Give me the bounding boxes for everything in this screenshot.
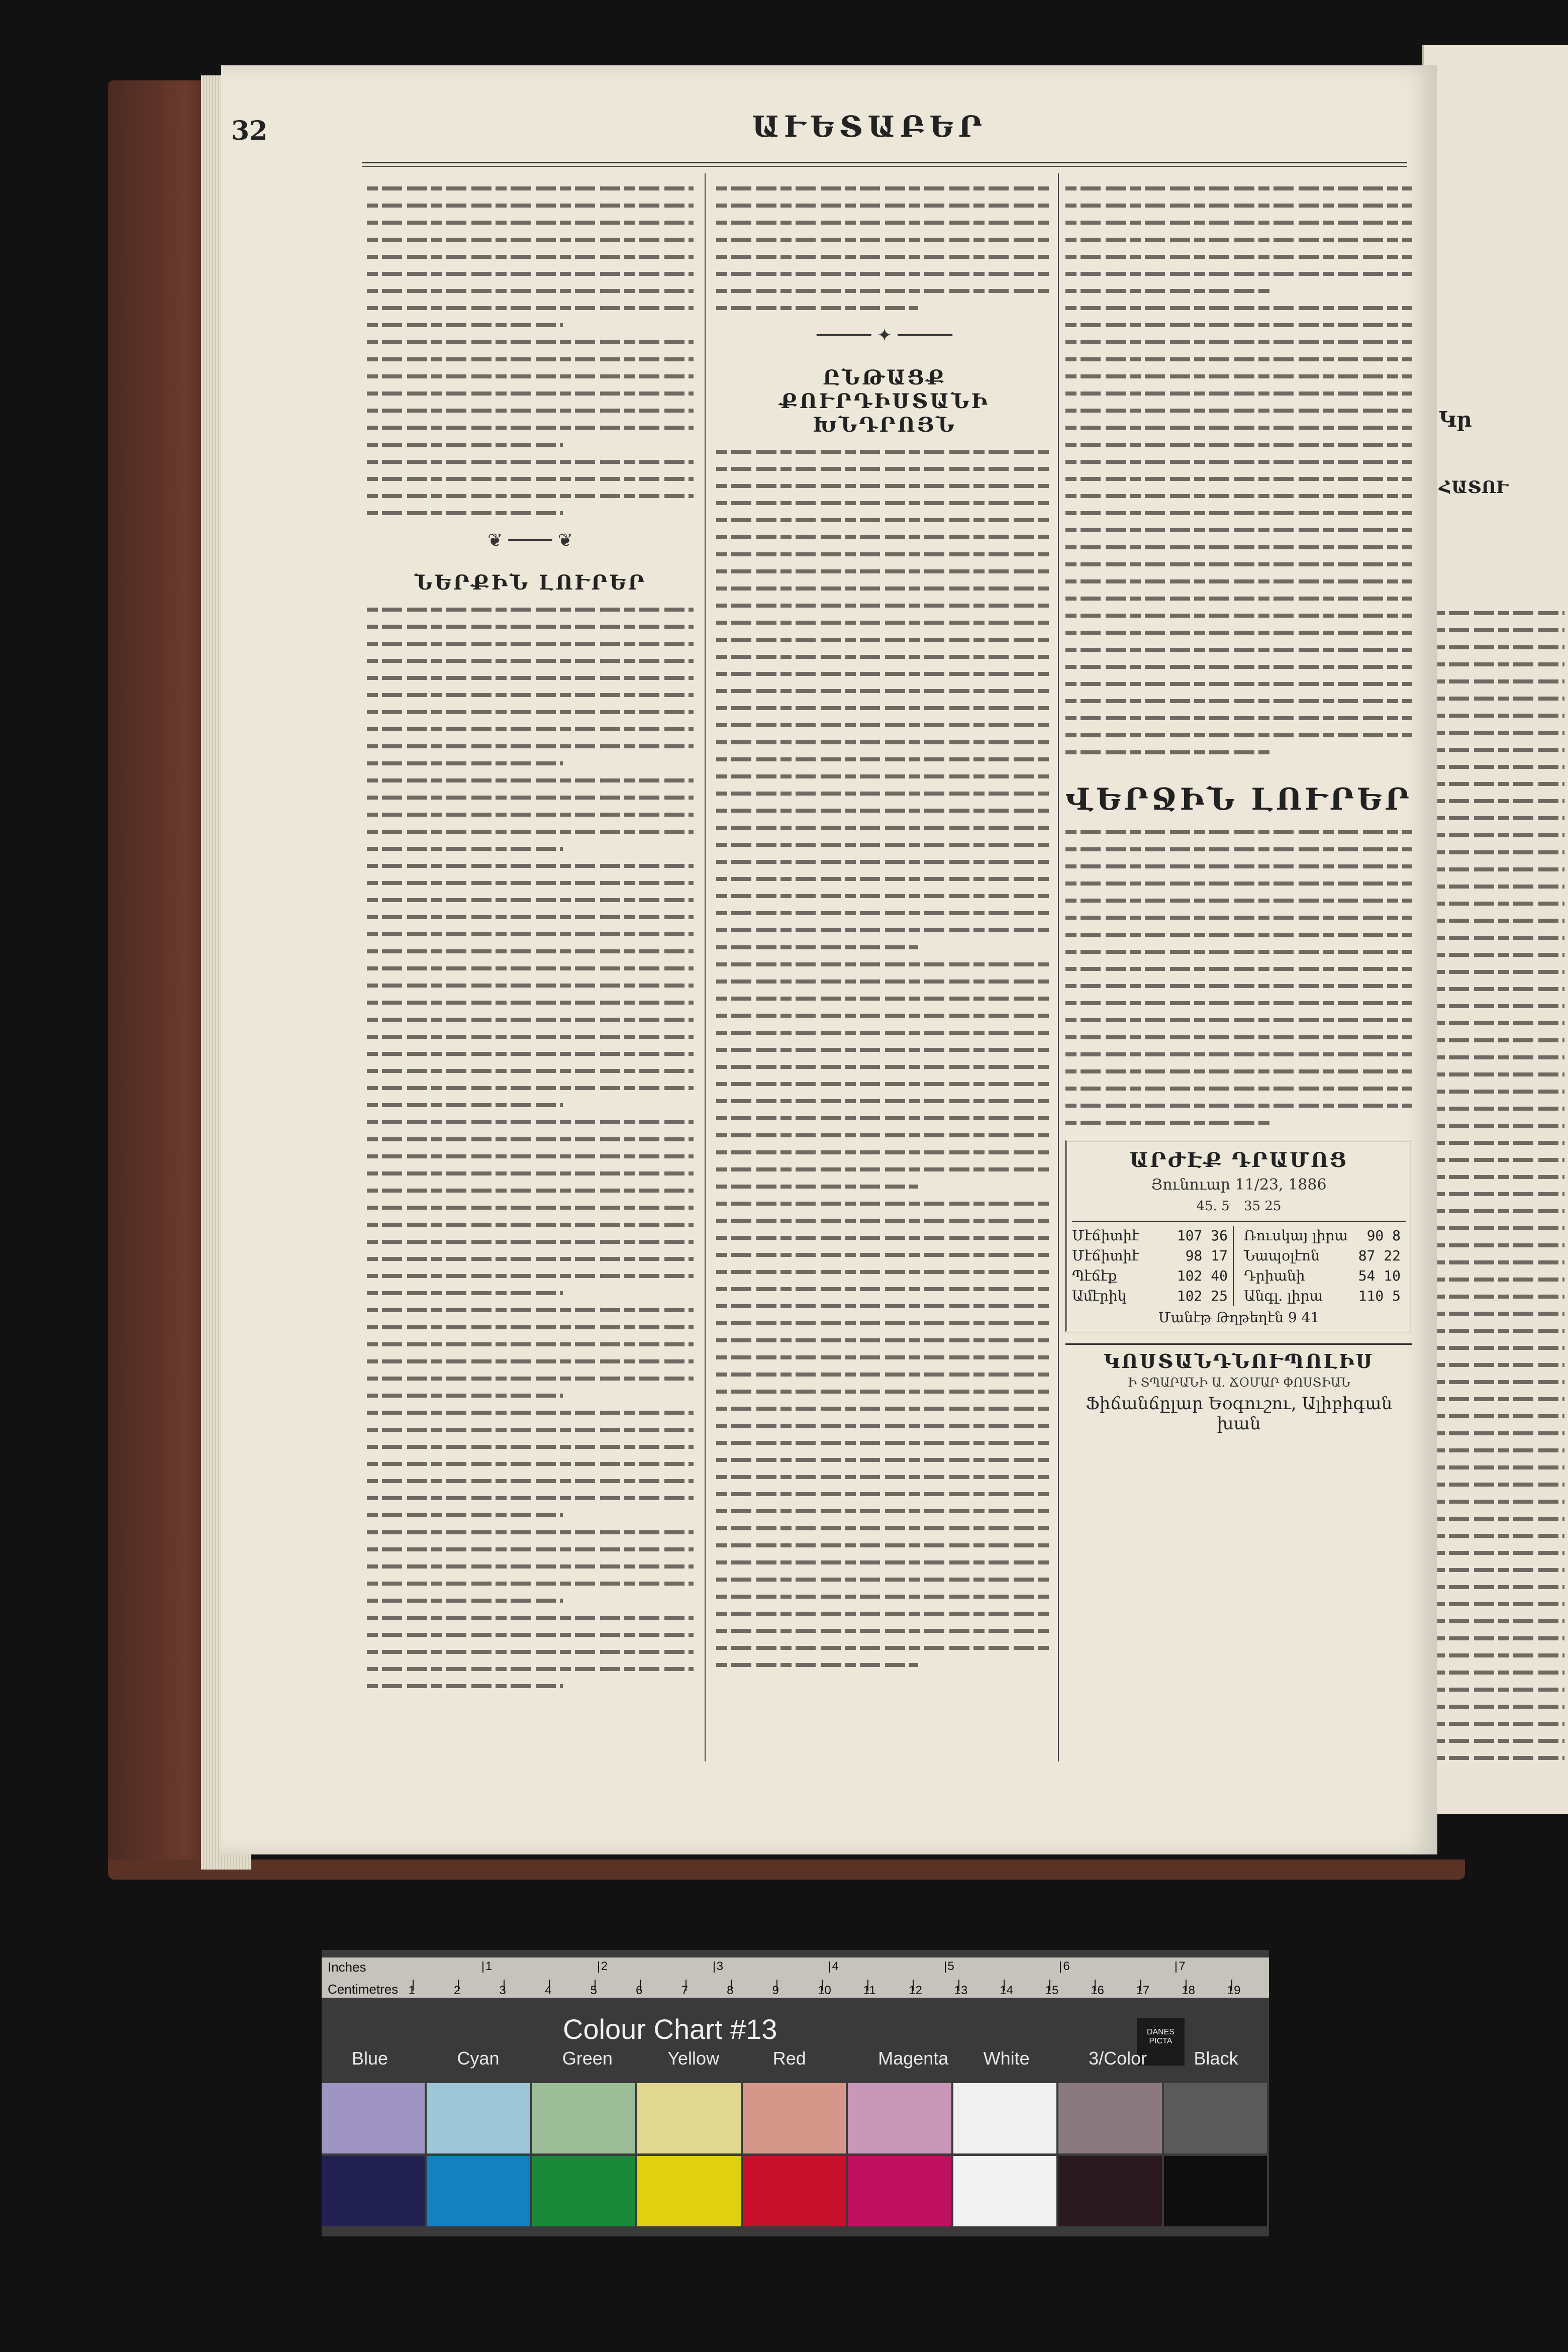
ruler-label-cm: 18 xyxy=(1182,1984,1195,1997)
colour-swatch xyxy=(532,2083,635,2153)
swatch-label: Cyan xyxy=(457,2048,500,2069)
ruler-label-cm: 11 xyxy=(863,1984,876,1997)
imprint-city: ԿՈՍՏԱՆԴՆՈՒՊՈԼԻՍ xyxy=(1065,1343,1412,1373)
rate-row xyxy=(1072,1266,1228,1286)
rate-label: Պէճէք xyxy=(1072,1267,1117,1284)
ruler-label-cm: 1 xyxy=(408,1984,415,1997)
exchange-date: Յունուար 11/23, 1886 xyxy=(1151,1176,1327,1194)
rate-row xyxy=(1244,1286,1401,1306)
rate-value: 102 25 xyxy=(1177,1288,1228,1304)
colour-swatch xyxy=(427,2083,530,2153)
facing-page xyxy=(1422,45,1568,1814)
swatch-label: Black xyxy=(1194,2048,1238,2069)
swatch-labels xyxy=(322,2048,1269,2073)
ruler-label-cm: 7 xyxy=(681,1984,688,1997)
colour-swatch xyxy=(743,2083,846,2153)
rate-label: Նապօլէոն xyxy=(1244,1247,1320,1264)
rate-value: 87 22 xyxy=(1358,1247,1401,1264)
rate-row xyxy=(1072,1226,1228,1246)
exchange-title: ԱՐԺԷՔ ԴՐԱՄՈՑ xyxy=(1129,1148,1348,1172)
rate-value: 110 5 xyxy=(1358,1288,1401,1304)
masthead-title: ԱՒԵՏԱԲԵՐ xyxy=(752,110,987,144)
colour-swatch xyxy=(532,2156,635,2226)
rate-value: 98 17 xyxy=(1185,1247,1228,1264)
section-heading-kurdistan: ԸՆԹԱՑՔ ՔՈՒՐԴԻՍՏԱՆԻ ԽՆԴՐՈՅՆ xyxy=(779,366,990,437)
exchange-rates-box xyxy=(1065,1140,1412,1332)
ruler-label-cm: 3 xyxy=(499,1984,506,1997)
facing-page-fragment: ՀԱՏՈՒ xyxy=(1439,477,1509,498)
swatch-label: Red xyxy=(772,2048,806,2069)
section-heading-latest: ՎԵՐՋԻՆ ԼՈՒՐԵՐ xyxy=(1065,782,1412,817)
colour-swatch xyxy=(953,2156,1056,2226)
book-cover-edge xyxy=(108,1859,1465,1880)
ruler-label-cm: 14 xyxy=(1000,1984,1013,1997)
rate-label: Մէճիտիէ xyxy=(1072,1227,1139,1244)
article-text xyxy=(367,608,694,1688)
rate-value: 107 36 xyxy=(1177,1227,1228,1244)
facing-page-fragment: Կր xyxy=(1439,407,1472,432)
ruler-label-inch: 7 xyxy=(1179,1959,1186,1973)
rate-label: Անգլ. լիրա xyxy=(1244,1288,1323,1304)
swatch-label: Blue xyxy=(352,2048,388,2069)
rate-label: Ռուսկայ լիրա xyxy=(1244,1227,1348,1244)
section-heading-domestic: ՆԵՐՔԻՆ ԼՈՒՐԵՐ xyxy=(414,571,646,595)
ruler-tick-inch xyxy=(1175,1962,1177,1973)
colour-swatch xyxy=(848,2083,951,2153)
ruler-tick-inch xyxy=(945,1962,946,1973)
ruler-label-cm: 2 xyxy=(454,1984,461,1997)
ruler-label-cm: 8 xyxy=(727,1984,734,1997)
column-separator xyxy=(705,173,706,1761)
facing-page-text xyxy=(1434,598,1564,1760)
colour-swatch xyxy=(1164,2083,1267,2153)
ruler-tick-inch xyxy=(714,1962,715,1973)
ruler-label-inch: 1 xyxy=(485,1959,493,1973)
ruler-label-inch: 3 xyxy=(716,1959,724,1973)
ruler-label-cm: 19 xyxy=(1227,1984,1241,1997)
rate-row xyxy=(1072,1286,1228,1306)
column-3 xyxy=(1065,173,1412,1434)
ruler-label-cm: 5 xyxy=(590,1984,597,1997)
colour-swatch xyxy=(322,2156,425,2226)
colour-swatch xyxy=(427,2156,530,2226)
exchange-meta: 45. 5 35 25 xyxy=(1196,1199,1282,1214)
ruler-label-cm: 10 xyxy=(818,1984,831,1997)
article-text xyxy=(1065,186,1412,754)
column-1 xyxy=(367,173,694,1688)
colour-swatch xyxy=(1164,2156,1267,2226)
ruler-tick-inch xyxy=(1060,1962,1061,1973)
colour-swatch xyxy=(848,2156,951,2226)
article-text xyxy=(716,186,1053,310)
colour-swatch xyxy=(1058,2156,1161,2226)
ruler xyxy=(322,1957,1269,1998)
ruler-tick-inch xyxy=(829,1962,830,1973)
article-text xyxy=(1065,830,1412,1125)
brand-logo: DANES PICTA xyxy=(1137,2018,1185,2066)
colour-swatch xyxy=(322,2083,425,2153)
rate-row xyxy=(1244,1226,1401,1246)
rate-row xyxy=(1072,1246,1228,1266)
column-separator xyxy=(1058,173,1059,1761)
ruler-label-inch: 6 xyxy=(1063,1959,1070,1973)
colour-swatch xyxy=(953,2083,1056,2153)
rate-row xyxy=(1244,1246,1401,1266)
swatch-label: Yellow xyxy=(667,2048,720,2069)
rate-row xyxy=(1244,1266,1401,1286)
ruler-tick-inch xyxy=(598,1962,599,1973)
ruler-label-inch: 5 xyxy=(947,1959,954,1973)
ruler-label-cm: 16 xyxy=(1091,1984,1104,1997)
ruler-label-cm: 12 xyxy=(909,1984,922,1997)
ruler-label-cm: 6 xyxy=(636,1984,643,1997)
imprint-printer: Ի ՏՊԱՐԱՆԻ Ա. ՃՕՄԱՐ ՓՈՍՏԻԱՆ xyxy=(1127,1376,1350,1390)
colour-swatch xyxy=(1058,2083,1161,2153)
swatch-label: White xyxy=(983,2048,1030,2069)
article-text xyxy=(367,186,694,515)
swatches-top-row xyxy=(322,2083,1269,2153)
ornament-divider: ───── ✦ ───── xyxy=(817,325,952,346)
ruler-label-inch: 2 xyxy=(601,1959,608,1973)
article-text xyxy=(716,450,1053,1667)
rates-left xyxy=(1072,1226,1234,1306)
header-rule xyxy=(362,162,1407,167)
imprint-address: Ֆիճանճըլար Եօգուշու, Ալիբիգան խան xyxy=(1085,1394,1393,1434)
ruler-unit-inches: Inches xyxy=(328,1959,366,1975)
ruler-label-cm: 9 xyxy=(772,1984,779,1997)
colour-swatch xyxy=(637,2083,740,2153)
swatch-label: Magenta xyxy=(878,2048,949,2069)
rate-label: Դրիանի xyxy=(1244,1267,1305,1284)
rate-value: 54 10 xyxy=(1358,1267,1401,1284)
swatch-label: Green xyxy=(562,2048,613,2069)
ruler-unit-cm: Centimetres xyxy=(328,1982,399,1997)
ruler-ticks xyxy=(367,1957,1254,1998)
page-number: 32 xyxy=(231,116,268,146)
rate-value: 102 40 xyxy=(1177,1267,1228,1284)
swatch-label: 3/Color xyxy=(1089,2048,1147,2069)
rate-value: 90 8 xyxy=(1366,1227,1401,1244)
rate-label: Ամէրիկ xyxy=(1072,1288,1127,1304)
colour-chart-title: Colour Chart #13 xyxy=(563,2013,777,2045)
ornament-divider: ❦ ──── ❦ xyxy=(487,530,573,551)
ruler-label-inch: 4 xyxy=(832,1959,839,1973)
colour-swatch xyxy=(743,2156,846,2226)
column-2 xyxy=(716,173,1053,1667)
rate-label: Մէճիտիէ xyxy=(1072,1247,1139,1264)
rates-right xyxy=(1244,1226,1406,1306)
swatches-bottom-row xyxy=(322,2156,1269,2226)
ruler-label-cm: 13 xyxy=(954,1984,968,1997)
exchange-rates-table xyxy=(1072,1221,1406,1306)
ruler-tick-inch xyxy=(482,1962,483,1973)
colour-swatch xyxy=(637,2156,740,2226)
ruler-label-cm: 15 xyxy=(1045,1984,1059,1997)
exchange-foot: Մանէթ Թղթեղէն 9 41 xyxy=(1158,1309,1320,1326)
ruler-label-cm: 17 xyxy=(1136,1984,1150,1997)
ruler-label-cm: 4 xyxy=(545,1984,552,1997)
